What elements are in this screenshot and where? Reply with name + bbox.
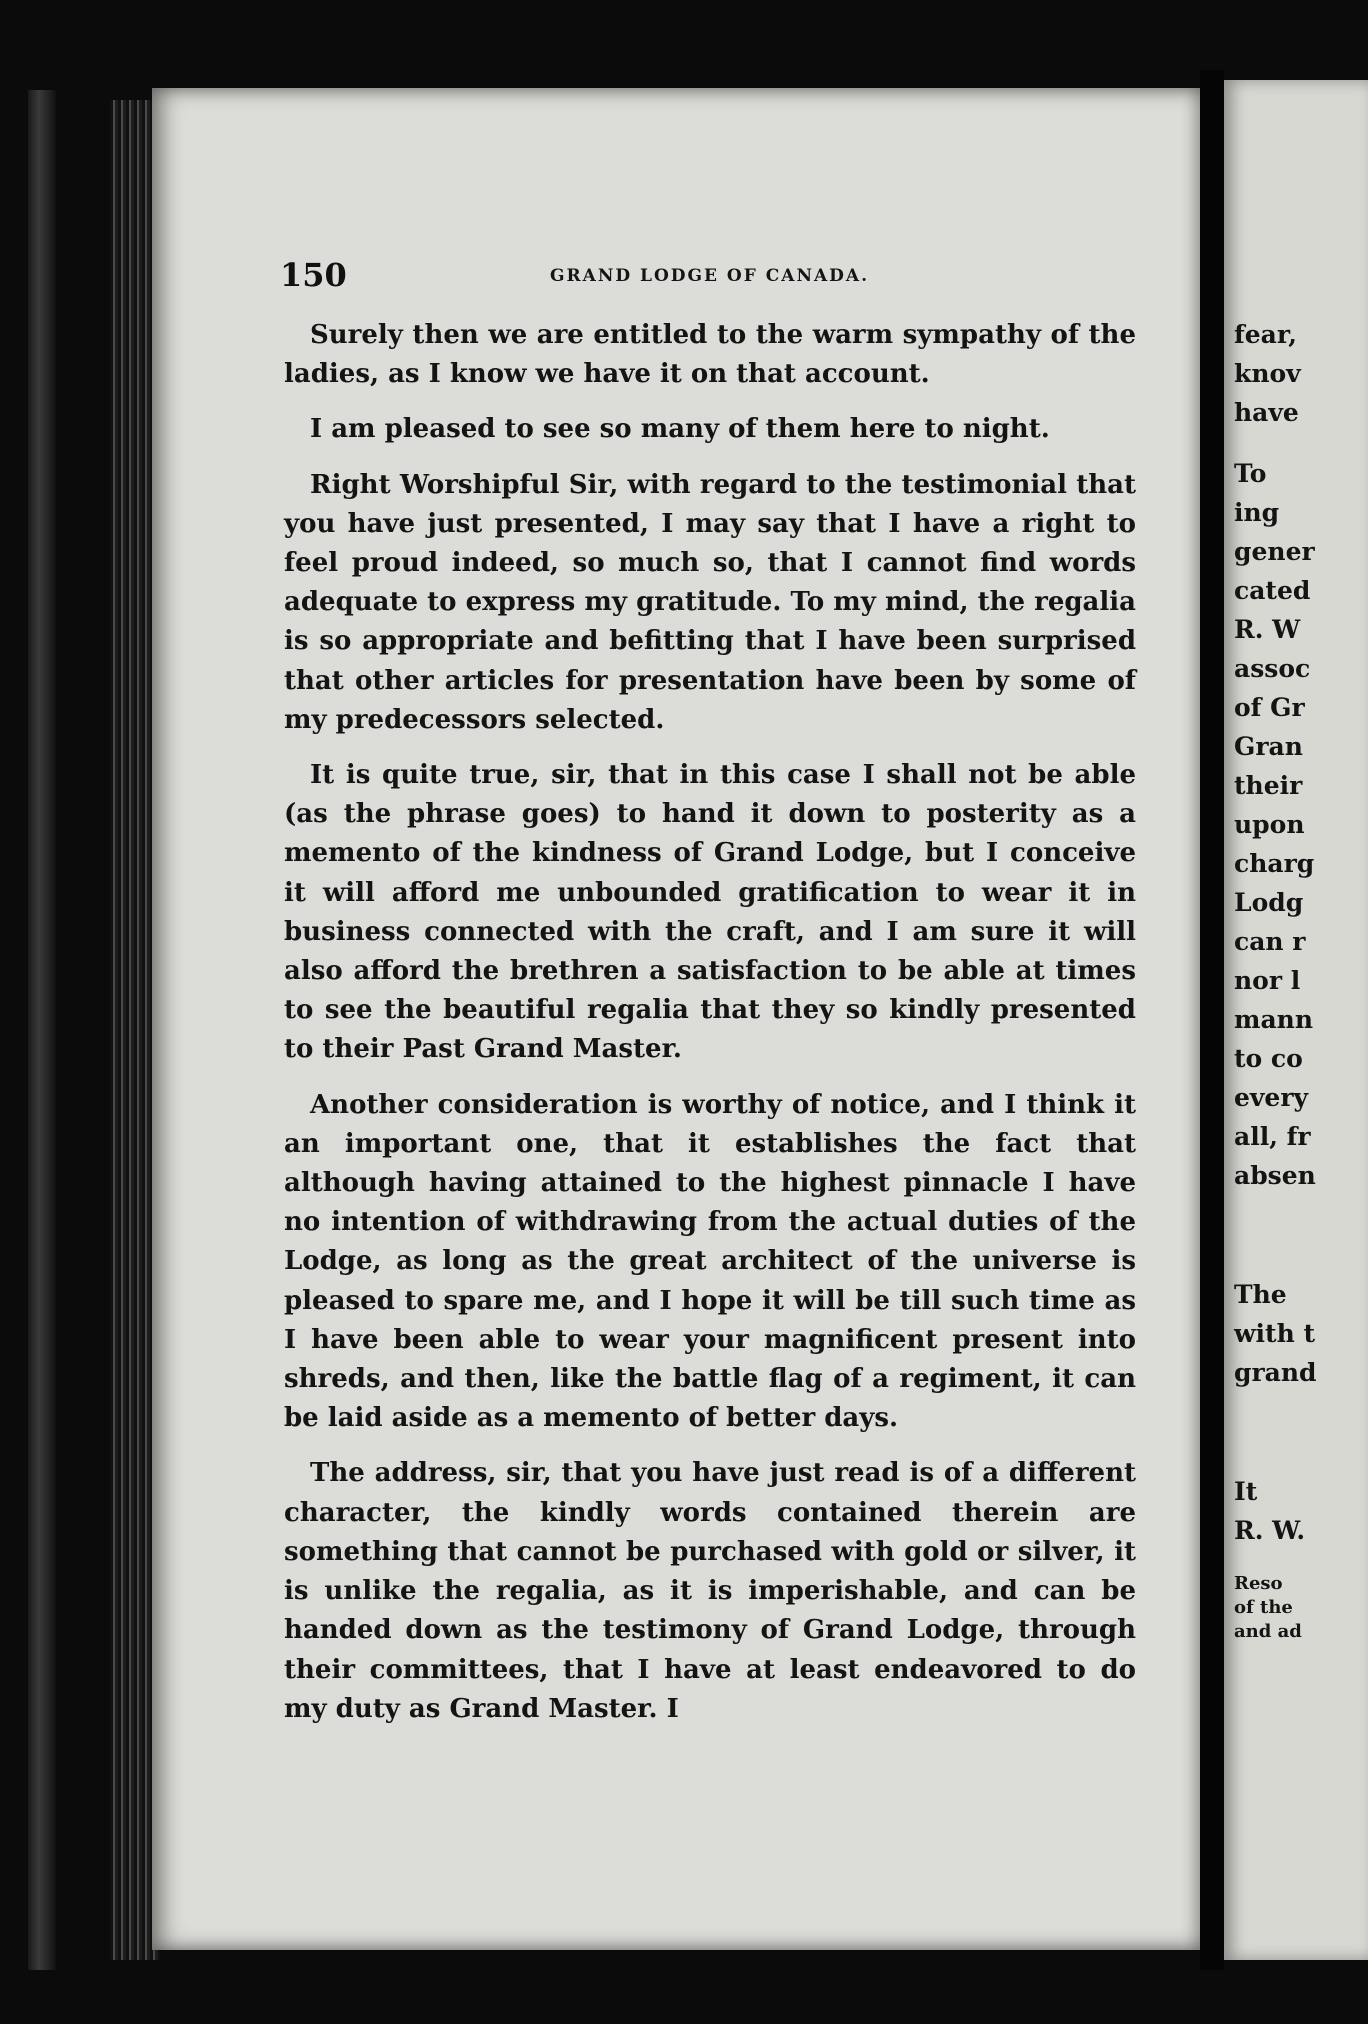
paragraph: It is quite true, sir, that in this case I shall not be able (as the phrase goes) to hand it down to posterity as a memento of the kindness of Grand Lodge, but I conceive it will afford me unbounded gratification to wear it in business connected with the craft, and I am sure it will also afford the brethren a satisfaction to be able at times to see the beautiful regalia that they so kindly presented to their Past Grand Master. — [284, 760, 1136, 1065]
running-title: GRAND LODGE OF CANADA. — [550, 266, 870, 286]
right-line: To — [1234, 459, 1267, 488]
right-line: Reso — [1234, 1573, 1283, 1594]
right-line: upon — [1234, 810, 1305, 839]
right-line: with t — [1234, 1319, 1315, 1348]
right-line: of Gr — [1234, 693, 1305, 722]
right-line: assoc — [1234, 654, 1311, 683]
right-line: their — [1234, 771, 1303, 800]
right-line: mann — [1234, 1005, 1314, 1034]
right-line: R. W. — [1234, 1516, 1306, 1545]
running-header — [280, 256, 1140, 306]
right-line: all, fr — [1234, 1122, 1311, 1151]
right-line: and ad — [1234, 1621, 1302, 1642]
right-line: nor l — [1234, 966, 1301, 995]
right-line: R. W — [1234, 615, 1301, 644]
right-line: Lodg — [1234, 888, 1304, 917]
right-line: cated — [1234, 576, 1311, 605]
right-line: knov — [1234, 359, 1301, 388]
right-line: charg — [1234, 849, 1315, 878]
right-line: to co — [1234, 1044, 1303, 1073]
right-line: Gran — [1234, 732, 1303, 761]
book-gutter — [1200, 70, 1224, 1970]
paragraph: I am pleased to see so many of them here to night. — [310, 414, 1050, 445]
right-line: of the — [1234, 1597, 1293, 1618]
right-line: It — [1234, 1477, 1258, 1506]
left-page — [152, 88, 1200, 1950]
right-line: have — [1234, 398, 1299, 427]
right-line: grand — [1234, 1358, 1317, 1387]
right-line: ing — [1234, 498, 1280, 527]
right-line: every — [1234, 1083, 1309, 1112]
paragraph: Surely then we are entitled to the warm sympathy of the ladies, as I know we have it on that account. — [284, 320, 1136, 390]
right-line: can r — [1234, 927, 1306, 956]
page-number: 150 — [280, 256, 347, 294]
paragraph: Right Worshipful Sir, with regard to the testimonial that you have just presented, I may say that I have a right to feel proud indeed, so much so, that I cannot find words adequate to express my gratitude. To my mind, the regalia is so appropriate and befitting that I have been surprised that other articles for presentation have been by some of my predecessors selected. — [284, 469, 1136, 735]
right-page-fragment — [1224, 80, 1368, 1960]
book-spine — [28, 90, 56, 1970]
paragraph: Another consideration is worthy of notice, and I think it an important one, that it establishes the fact that although having attained to the highest pinnacle I have no intention of withdrawing from the actual duties of the Lodge, as long as the great architect of the universe is pleased to spare me, and I hope it will be till such time as I have been able to wear your magnificent present into shreds, and then, like the battle flag of a regiment, it can be laid aside as a memento of better days. — [284, 1089, 1136, 1434]
right-line: absen — [1234, 1161, 1316, 1190]
right-line: The — [1234, 1280, 1287, 1309]
paragraph: The address, sir, that you have just read is of a different character, the kindly words contained therein are something that cannot be purchased with gold or silver, it is unlike the regalia, as it is imperishable, and can be handed down as the testimony of Grand Lodge, through their committees, that I have at least endeavored to do my duty as Grand Master. I — [284, 1458, 1136, 1724]
right-line: gener — [1234, 537, 1315, 566]
right-line: fear, — [1234, 320, 1297, 349]
body-text — [284, 316, 1136, 1745]
right-page-text — [1234, 315, 1368, 1644]
